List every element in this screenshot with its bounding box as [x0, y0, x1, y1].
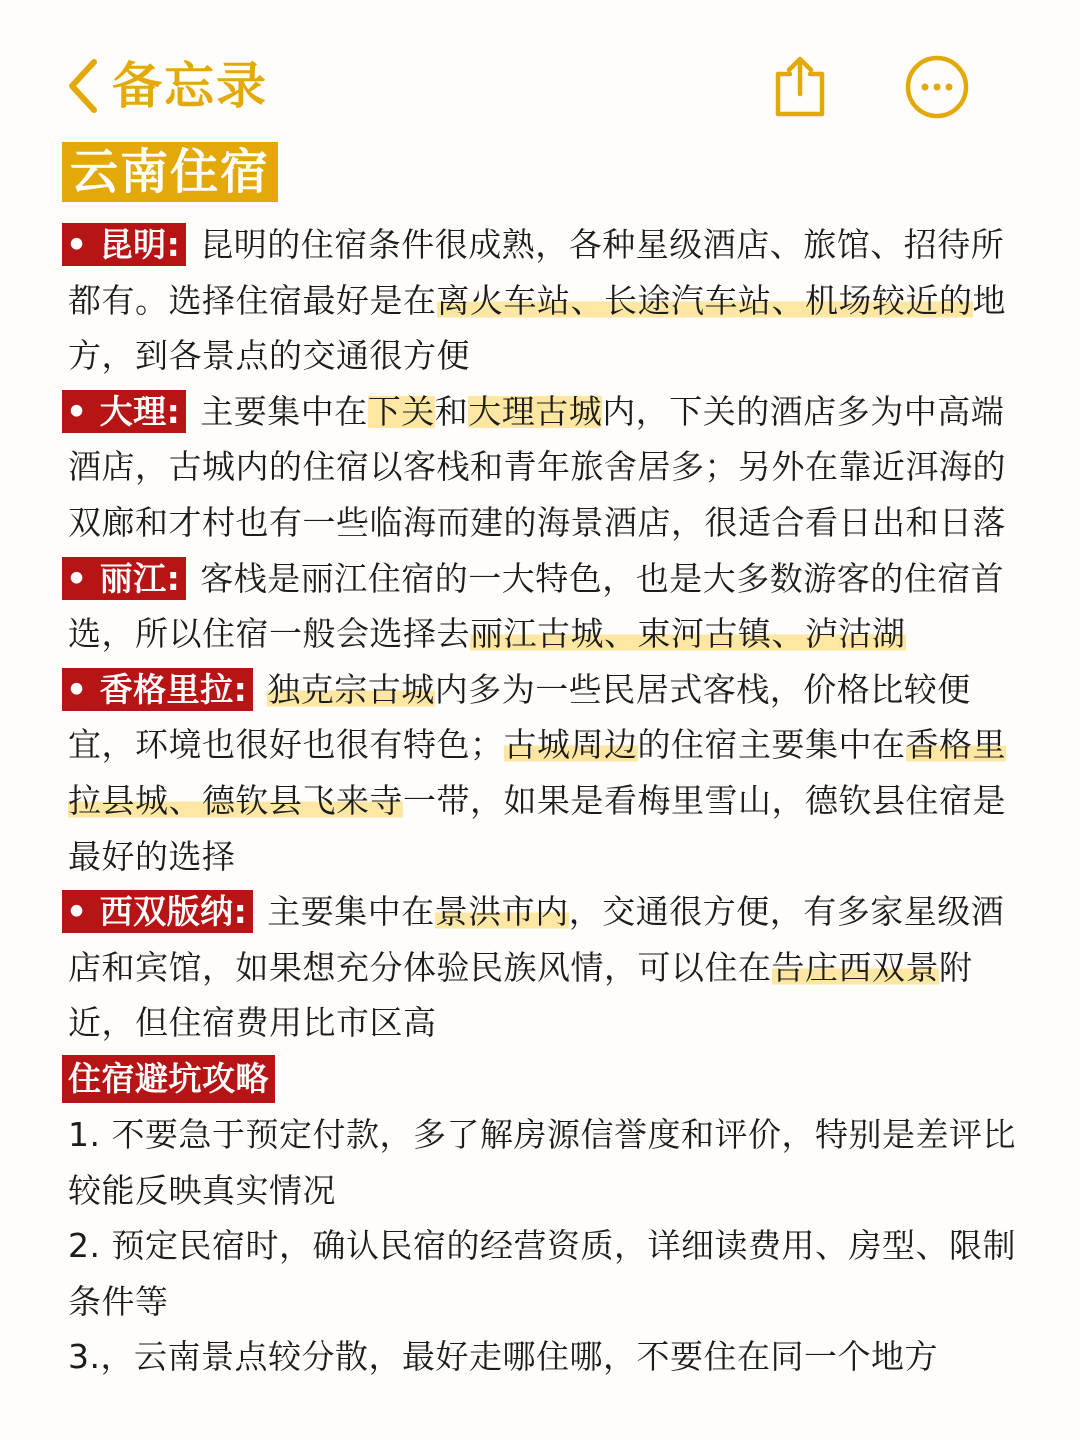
paragraph-text: 内，下关的酒店多为中高端酒店，古城内的住宿以客栈和青年旅舍居多；另外在靠近洱海的双廊和才村也有一些临海而建的海景酒店，很适合看日出和日落: [68, 391, 1006, 542]
tip-item: 1. 不要急于预定付款，多了解房源信誉度和评价，特别是差评比较能反映真实情况: [68, 1114, 1016, 1210]
paragraph-text: 地方，到各景点的交通很方便: [68, 280, 1006, 376]
share-icon[interactable]: [772, 54, 828, 118]
paragraph-text: 一带，如果是看梅里雪山，德钦县住宿是最好的选择: [68, 780, 1006, 876]
region-tag: • 昆明:: [62, 223, 186, 266]
highlighted-text: 丽江古城、束河古镇、泸沽湖: [470, 614, 906, 654]
region-paragraph: [68, 884, 1032, 1051]
paragraph-text: 主要集中在: [200, 391, 368, 431]
more-options-icon[interactable]: [904, 54, 970, 120]
paragraph-text: 主要集中在: [267, 892, 435, 932]
note-body[interactable]: [68, 217, 1032, 1385]
region-paragraph: [68, 217, 1032, 384]
region-paragraph: [68, 662, 1032, 884]
highlighted-text: 景洪市内: [434, 892, 569, 932]
highlighted-text: 下关: [367, 391, 435, 431]
chevron-left-icon: [64, 56, 104, 116]
paragraph-text: 客栈是丽江住宿的一大特色，也是大多数游客的住宿首选，所以住宿一般会选择去: [68, 558, 1005, 654]
note-title: 云南住宿: [62, 142, 278, 202]
paragraph-text: 附近，但住宿费用比市区高: [68, 947, 973, 1043]
highlighted-text: 古城周边: [503, 725, 638, 765]
highlighted-text: 大理古城: [468, 391, 603, 431]
paragraph-text: 和: [434, 391, 469, 431]
region-paragraph: [68, 384, 1032, 551]
paragraph-text: 昆明的住宿条件很成熟，各种星级酒店、旅馆、招待所都有。选择住宿最好是在: [68, 225, 1005, 320]
region-paragraph: [68, 551, 1032, 662]
highlighted-text: 独克宗古城: [267, 669, 435, 709]
highlighted-text: 告庄西双景: [771, 947, 939, 987]
region-tag: • 香格里拉:: [62, 668, 253, 711]
highlighted-text: 离火车站、长途汽车站、机场较近的: [436, 280, 973, 320]
highlighted-text: 香格里拉县城、德钦县飞来寺: [68, 725, 1006, 820]
region-tag: • 大理:: [62, 390, 186, 433]
tips-title: 住宿避坑攻略: [62, 1055, 275, 1103]
tip-item: 2. 预定民宿时，确认民宿的经营资质，详细读费用、房型、限制条件等: [68, 1226, 1016, 1321]
nav-bar: [0, 0, 1080, 130]
paragraph-text: 的住宿主要集中在: [637, 725, 906, 765]
paragraph-text: 内多为一些民居式客栈，价格比较便宜，环境也很好也很有特色；: [68, 669, 971, 765]
region-tag: • 丽江:: [62, 557, 186, 600]
back-label: 备忘录: [112, 57, 268, 115]
region-tag: • 西双版纳:: [62, 890, 253, 933]
paragraph-text: ，交通很方便，有多家星级酒店和宾馆，如果想充分体验民族风情，可以住在: [68, 892, 1005, 987]
back-button[interactable]: [64, 54, 268, 118]
tip-item: 3.，云南景点较分散，最好走哪住哪，不要住在同一个地方: [68, 1337, 938, 1377]
